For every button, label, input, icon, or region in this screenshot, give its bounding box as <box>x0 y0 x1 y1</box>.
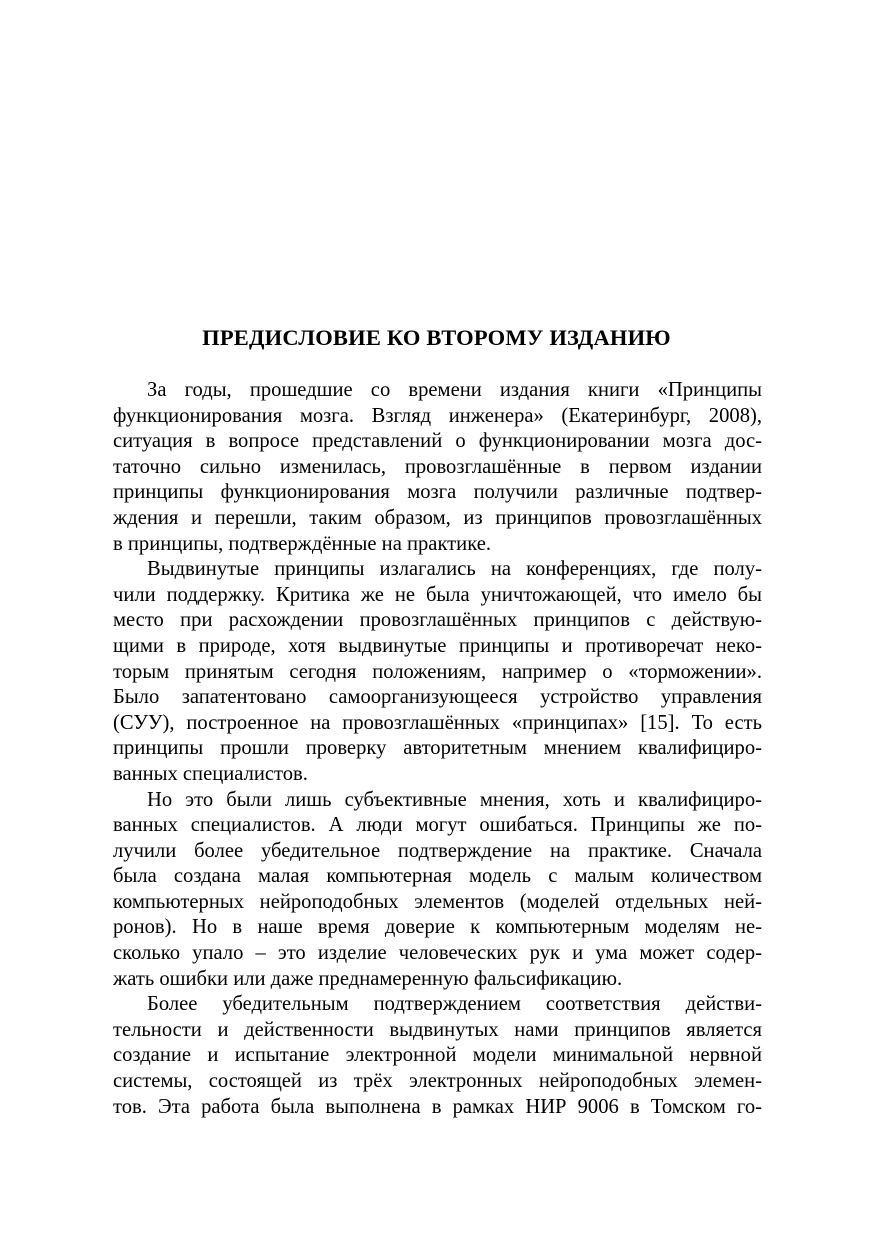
text-line: ситуация в вопросе представлений о функционировании мозга дос- <box>113 430 762 453</box>
paragraph-4 <box>113 992 762 1120</box>
text-line: Было запатентовано самоорганизующееся устройство управления <box>113 686 762 709</box>
text-line: ванных специалистов. А люди могут ошибаться. Принципы же по- <box>113 814 762 837</box>
text-line: жать ошибки или даже преднамеренную фальсификацию. <box>113 967 623 990</box>
text-line: чили поддержку. Критика же не была уничтожающей, что имело бы <box>113 583 762 606</box>
text-line: в принципы, подтверждённые на практике. <box>113 532 491 555</box>
text-line: За годы, прошедшие со времени издания книги «Принципы <box>147 379 762 401</box>
text-line: тов. Эта работа была выполнена в рамках НИР 9006 в Томском го- <box>113 1095 762 1118</box>
text-line: лучили более убедительное подтверждение на практике. Сначала <box>113 839 762 862</box>
paragraph-2 <box>113 557 762 787</box>
text-line: была создана малая компьютерная модель с малым количеством <box>113 865 762 888</box>
text-line: ронов). Но в наше время доверие к компьютерным моделям не- <box>113 916 762 939</box>
paragraph-3 <box>113 788 762 993</box>
page-title: ПРЕДИСЛОВИЕ КО ВТОРОМУ ИЗДАНИЮ <box>202 325 671 350</box>
text-line: ждения и перешли, таким образом, из принципов провозглашённых <box>113 506 762 529</box>
text-line: функционирования мозга. Взгляд инженера» (Екатеринбург, 2008), <box>113 404 762 427</box>
text-line: принципы прошли проверку авторитетным мнением квалифициро- <box>113 737 762 760</box>
body-text <box>113 378 762 1120</box>
paragraph-1 <box>113 378 762 557</box>
text-line: щими в природе, хотя выдвинутые принципы и противоречат неко- <box>113 634 762 657</box>
text-line: системы, состоящей из трёх электронных нейроподобных элемен- <box>113 1070 762 1093</box>
text-line: компьютерных нейроподобных элементов (моделей отдельных ней- <box>113 890 762 913</box>
text-line: таточно сильно изменилась, провозглашённые в первом издании <box>113 455 762 478</box>
text-line: сколько упало – это изделие человеческих рук и ума может содер- <box>113 942 762 965</box>
text-line: место при расхождении провозглашённых принципов с действую- <box>113 609 762 632</box>
text-line: Более убедительным подтверждением соответствия действи- <box>147 993 762 1016</box>
text-line: принципы функционирования мозга получили различные подтвер- <box>113 481 762 504</box>
text-line: Выдвинутые принципы излагались на конференциях, где полу- <box>147 558 762 581</box>
text-line: тельности и действенности выдвинутых нами принципов является <box>113 1018 762 1041</box>
text-line: торым принятым сегодня положениям, например о «торможении». <box>113 660 762 683</box>
text-line: (СУУ), построенное на провозглашённых «принципах» [15]. То есть <box>113 711 762 734</box>
text-line: ванных специалистов. <box>113 762 308 785</box>
text-line: создание и испытание электронной модели минимальной нервной <box>113 1044 762 1067</box>
text-line: Но это были лишь субъективные мнения, хоть и квалифициро- <box>147 788 762 811</box>
